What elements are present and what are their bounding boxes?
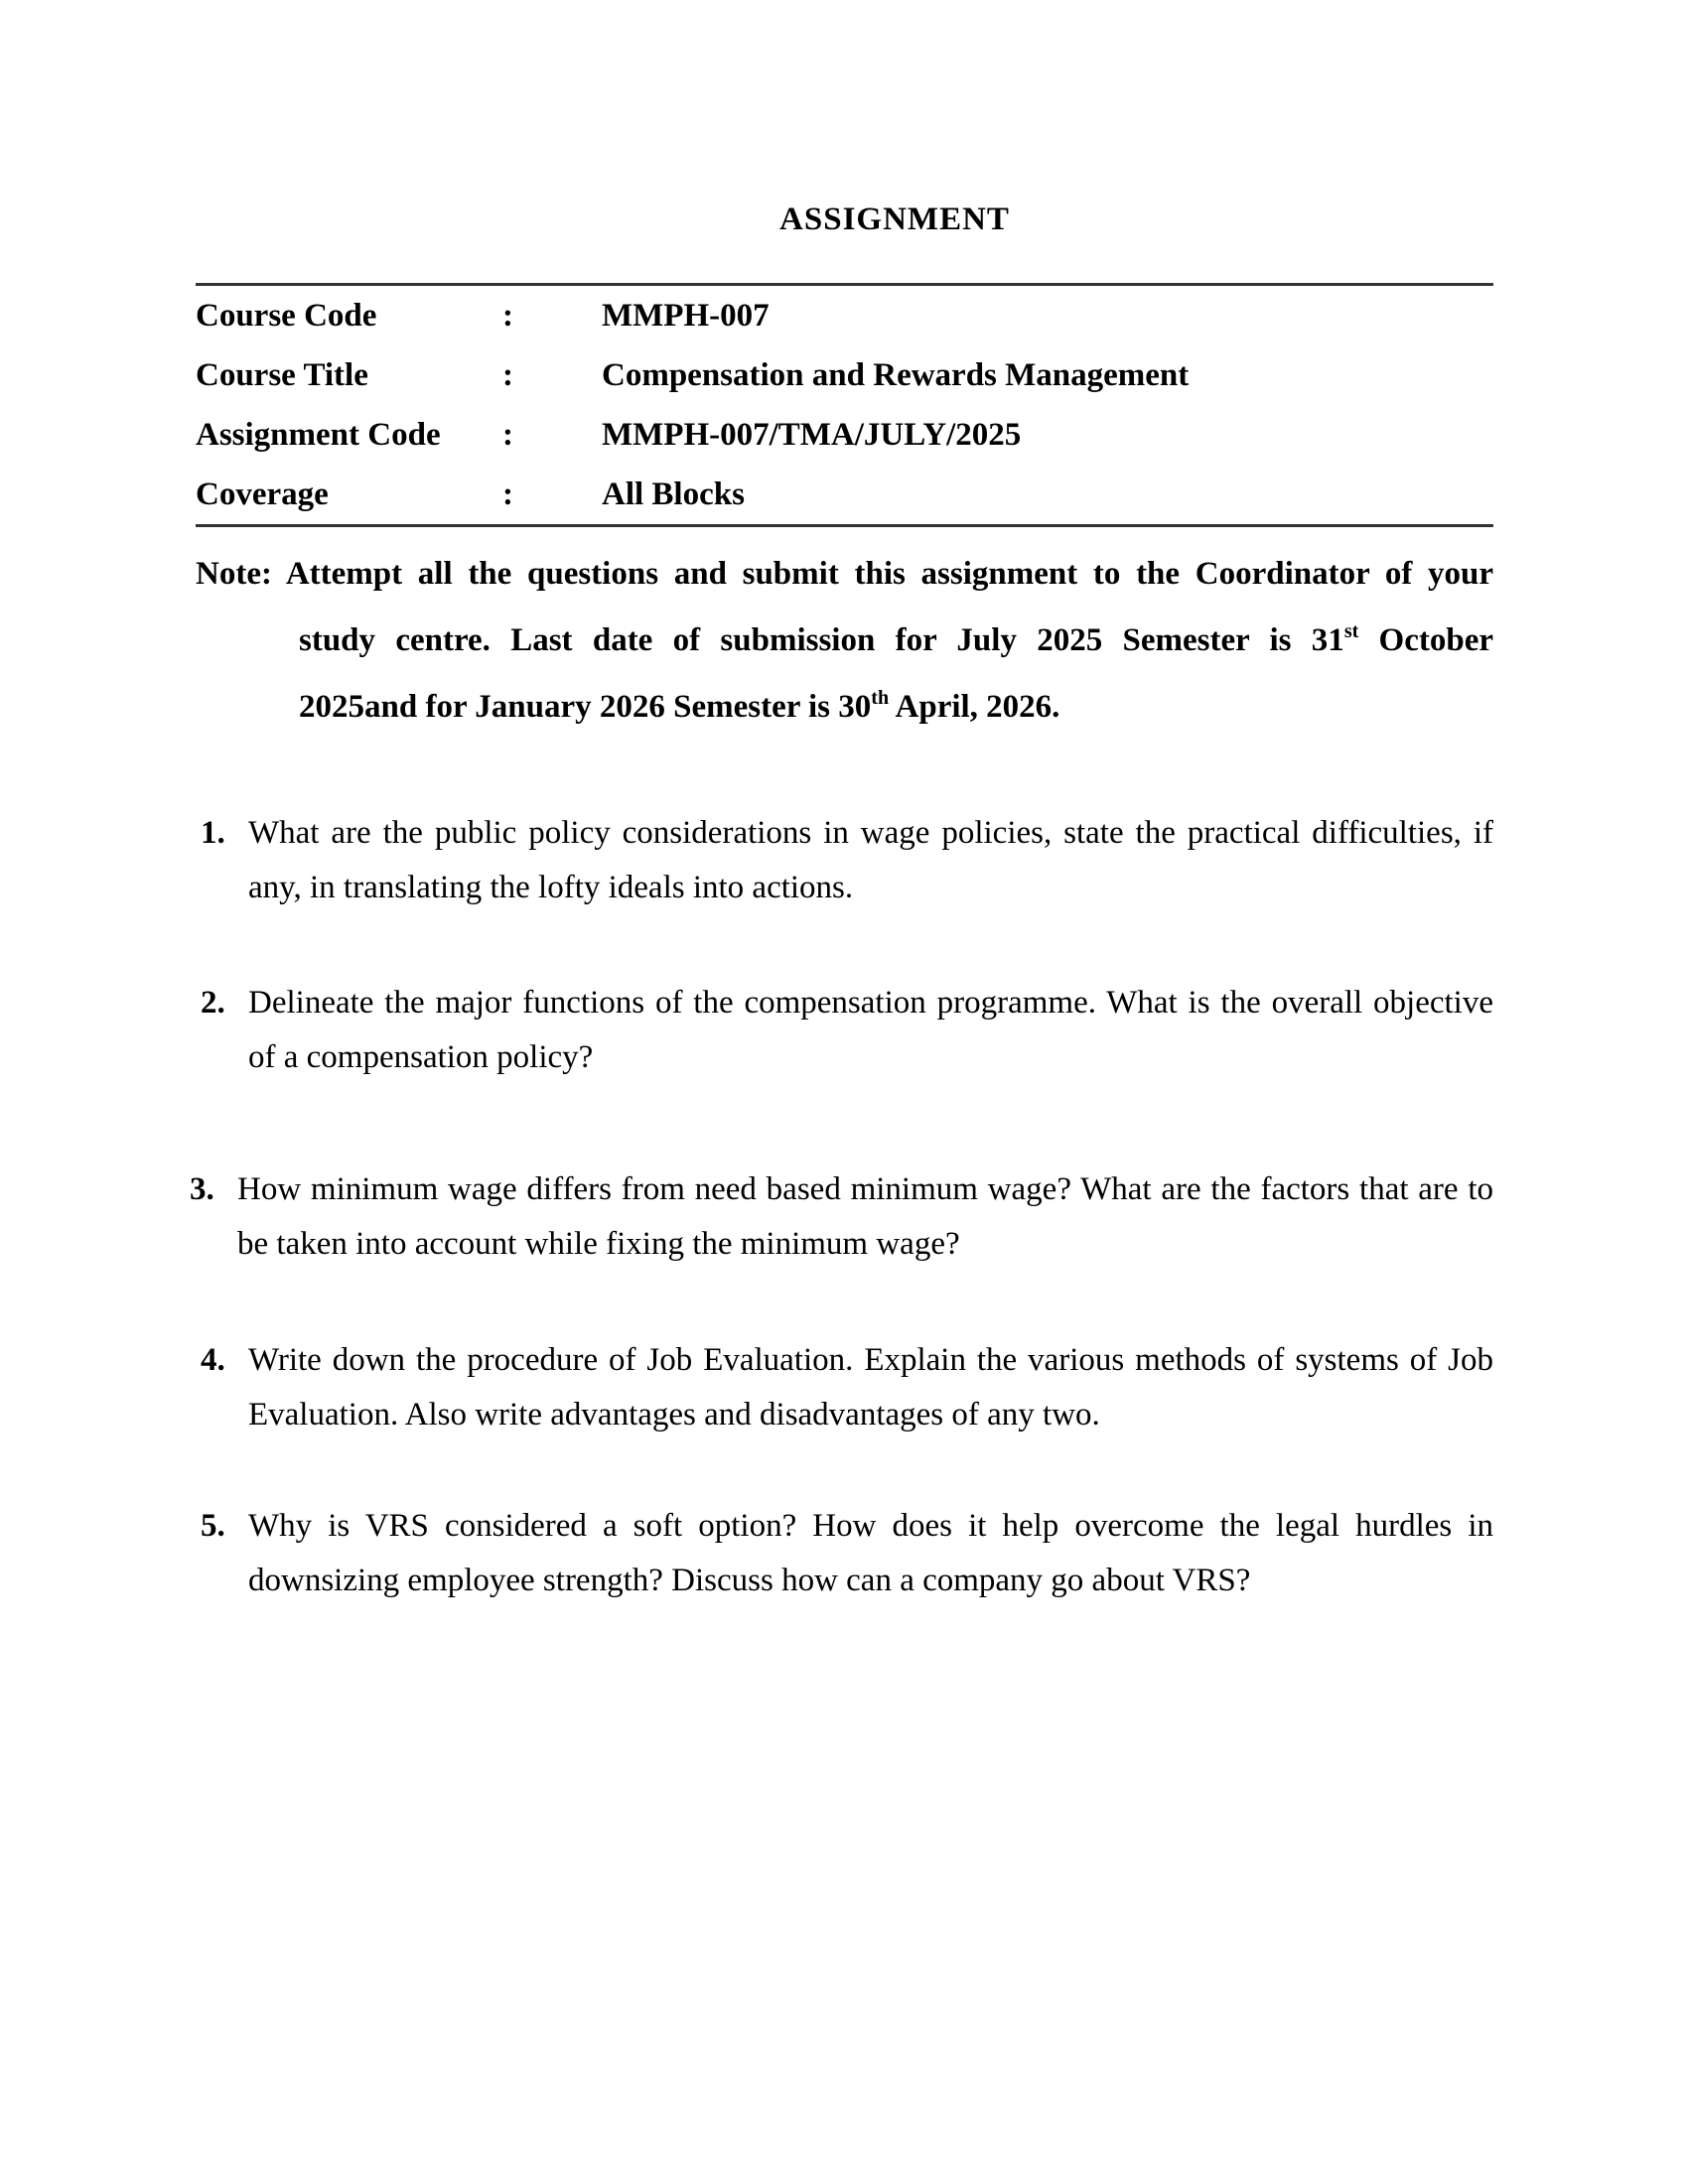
course-info-label: Course Title	[196, 356, 368, 393]
course-info-value: MMPH-007	[602, 297, 770, 334]
question-number: 3.	[190, 1171, 214, 1207]
question-item	[190, 1162, 1493, 1272]
question-number: 5.	[201, 1508, 225, 1544]
colon-separator: :	[502, 356, 513, 393]
course-info-row	[196, 405, 1493, 465]
question-line: How minimum wage differs from need based minimum wage? What are the factors that are to	[237, 1171, 1493, 1207]
note-text: Note: Attempt all the questions and submit this assignment to the Coordinator of your	[196, 556, 1493, 592]
question-text	[248, 806, 1493, 915]
question-line: be taken into account while fixing the minimum wage?	[237, 1226, 960, 1262]
course-info-value: Compensation and Rewards Management	[602, 356, 1190, 393]
ordinal-superscript: st	[1343, 620, 1359, 642]
note-line	[196, 603, 1493, 669]
note-paragraph	[196, 545, 1493, 736]
note-line	[196, 545, 1493, 603]
colon-separator: :	[502, 416, 513, 453]
question-number: 4.	[201, 1342, 225, 1378]
course-info-row	[196, 286, 1493, 345]
question-item	[201, 976, 1493, 1085]
course-info-label: Assignment Code	[196, 416, 441, 453]
note-text: study centre. Last date of submission for July 2025 Semester is 31	[299, 622, 1344, 658]
course-info-value: MMPH-007/TMA/JULY/2025	[602, 416, 1022, 453]
course-info-value: All Blocks	[602, 476, 745, 512]
note-line	[196, 669, 1493, 736]
question-line: downsizing employee strength? Discuss how can a company go about VRS?	[248, 1563, 1251, 1598]
question-text	[248, 1333, 1493, 1442]
note-text: October	[1358, 622, 1494, 658]
question-line: any, in translating the lofty ideals into actions.	[248, 870, 854, 905]
question-line: Why is VRS considered a soft option? How does it help overcome the legal hurdles in	[248, 1508, 1493, 1544]
note-text: 2025and for January 2026 Semester is 30	[299, 689, 872, 725]
question-line: Delineate the major functions of the compensation programme. What is the overall objective	[248, 985, 1493, 1021]
ordinal-superscript: th	[871, 687, 890, 709]
note-text: April, 2026.	[889, 689, 1060, 725]
question-item	[201, 806, 1493, 915]
question-line: What are the public policy considerations in wage policies, state the practical difficulties, if	[248, 815, 1493, 851]
question-item	[201, 1499, 1493, 1608]
question-line: Write down the procedure of Job Evaluation. Explain the various methods of systems of Job	[248, 1342, 1493, 1378]
question-text	[248, 1499, 1493, 1608]
course-info-label: Course Code	[196, 297, 377, 334]
question-text	[248, 976, 1493, 1085]
course-info-row	[196, 345, 1493, 405]
course-info-table	[196, 283, 1493, 527]
question-line: of a compensation policy?	[248, 1039, 594, 1075]
question-text	[237, 1162, 1493, 1272]
questions-list	[190, 806, 1493, 1608]
question-number: 2.	[201, 985, 225, 1021]
colon-separator: :	[502, 476, 513, 512]
course-info-label: Coverage	[196, 476, 329, 512]
course-info-row	[196, 465, 1493, 524]
question-line: Evaluation. Also write advantages and disadvantages of any two.	[248, 1397, 1100, 1433]
question-number: 1.	[201, 815, 225, 851]
colon-separator: :	[502, 297, 513, 334]
document-title: ASSIGNMENT	[779, 202, 1010, 237]
question-item	[201, 1333, 1493, 1442]
